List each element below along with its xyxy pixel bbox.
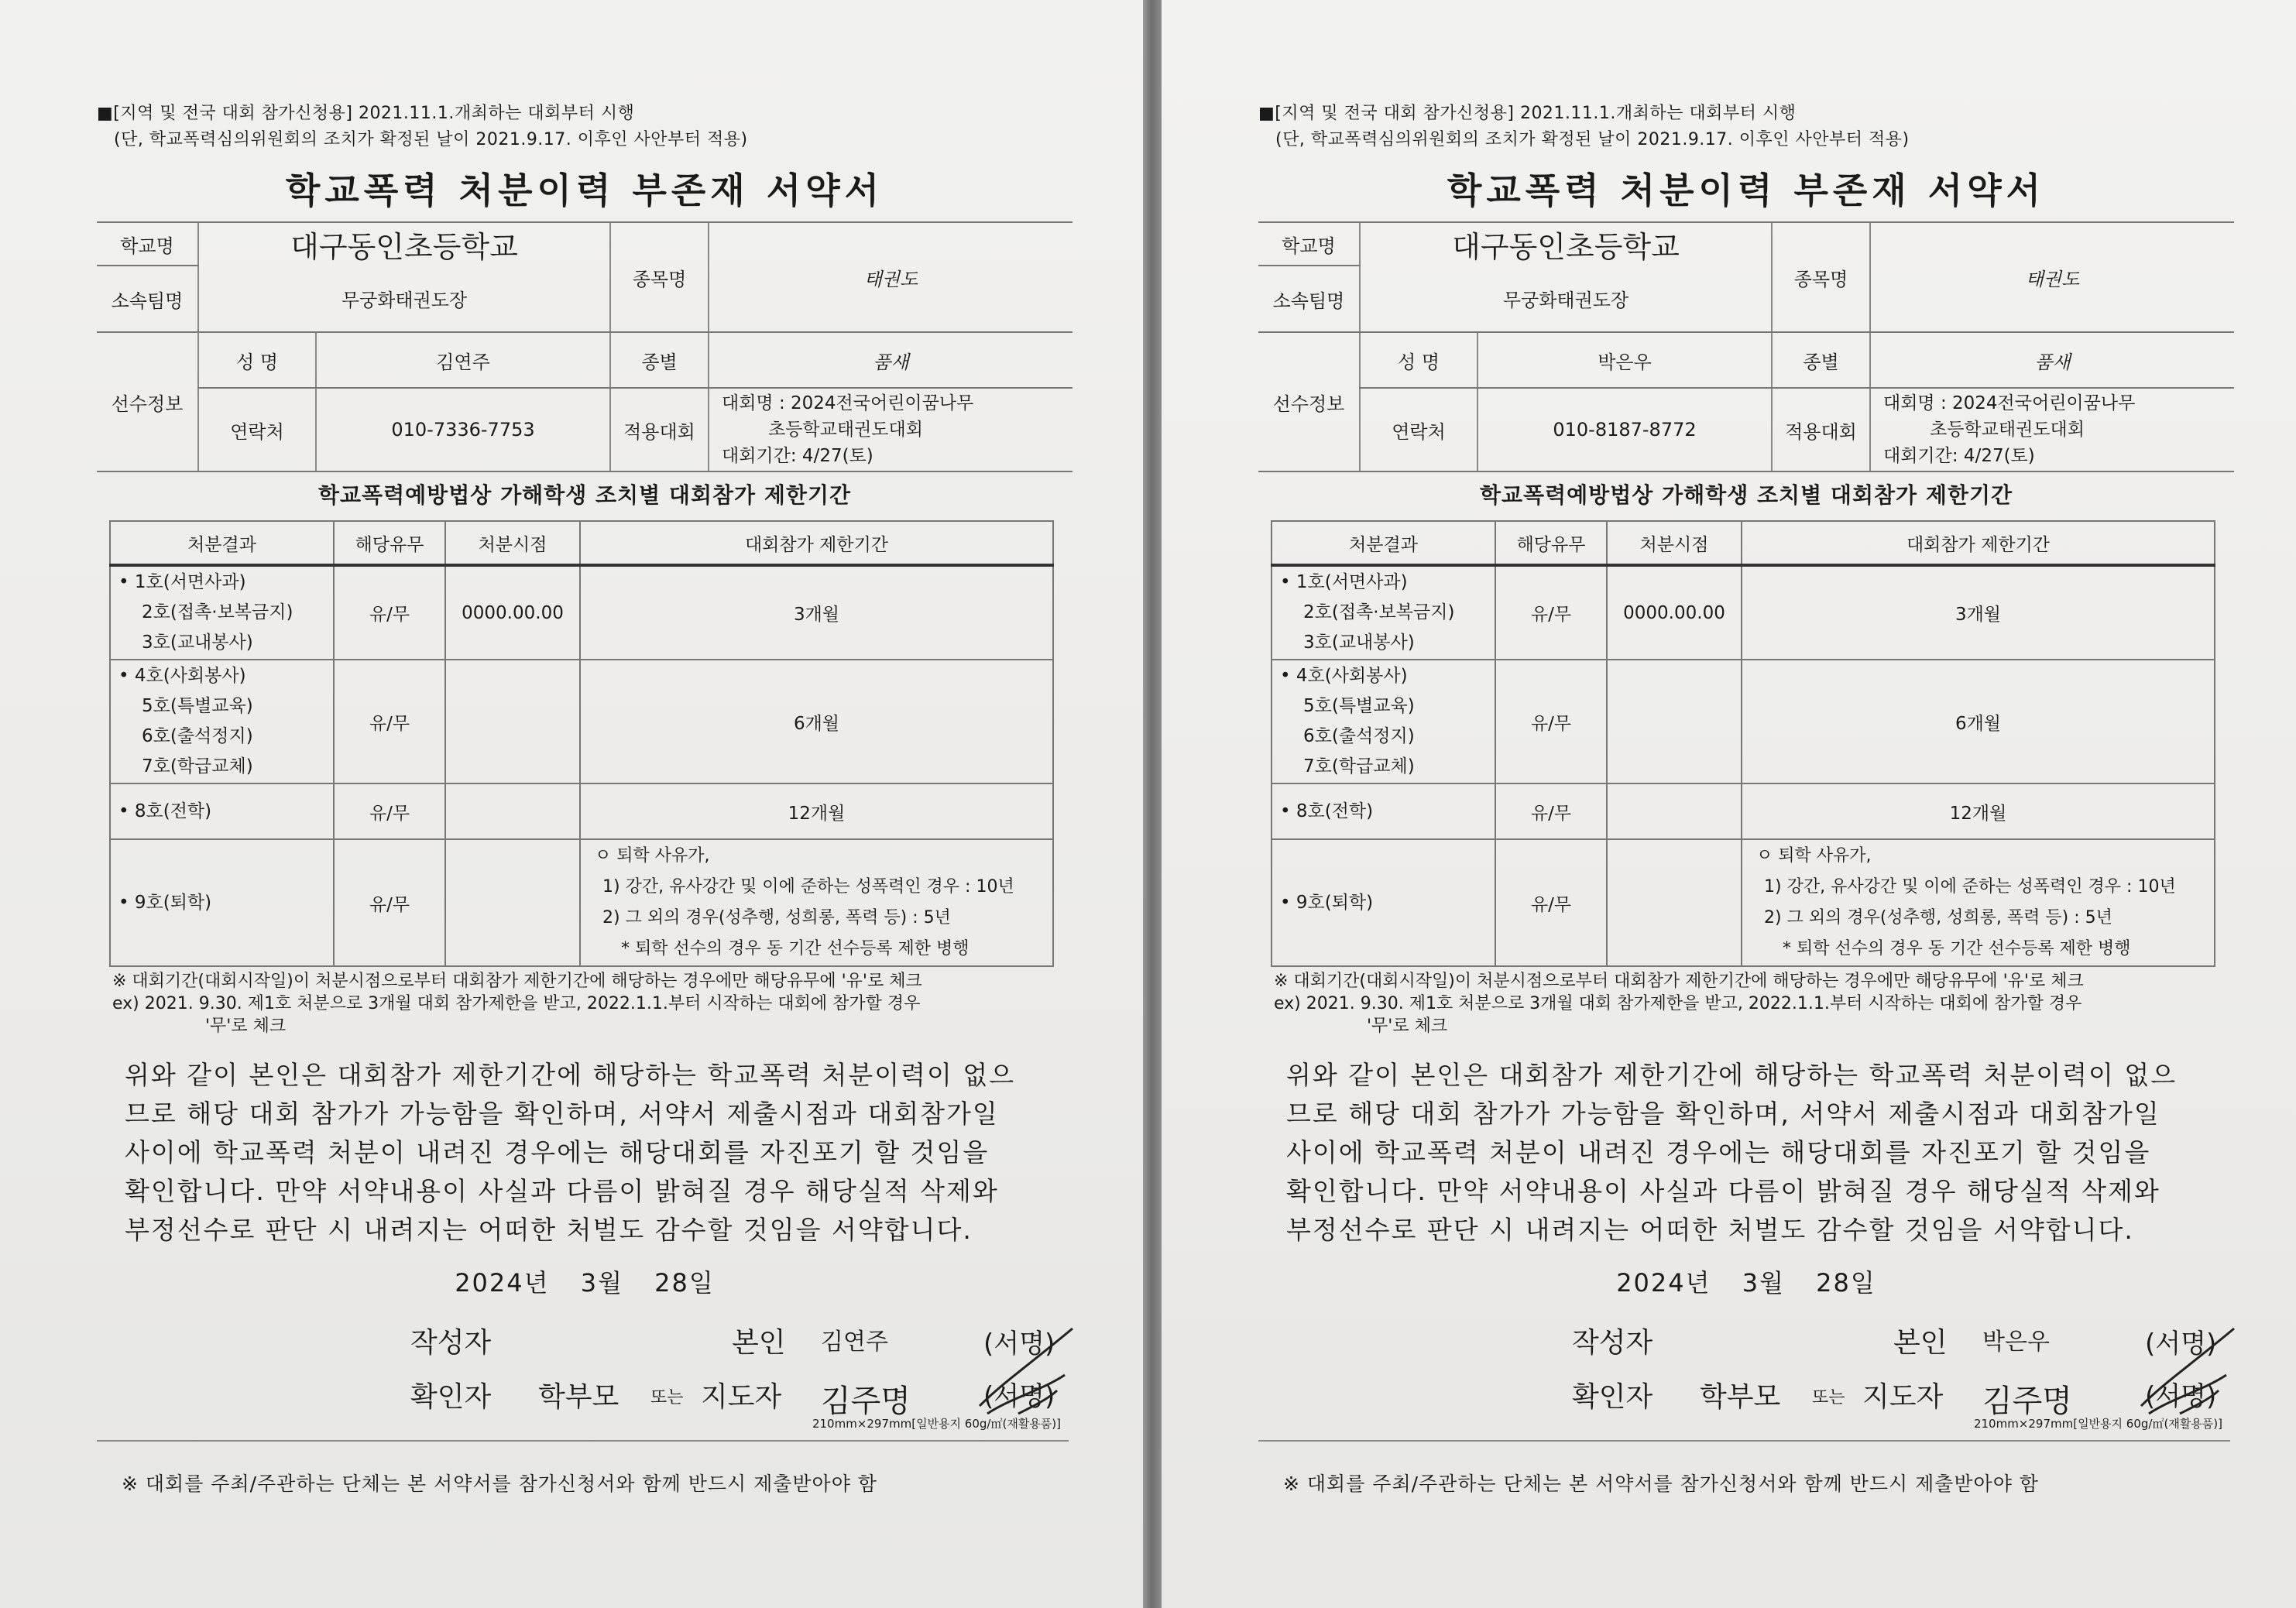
result-line: 2호(접촉·보복금지) [142, 602, 293, 622]
limit-line: 2) 그 외의 경우(성추행, 성희롱, 폭력 등) : 5년 [602, 908, 951, 927]
date-year: 2024년 [455, 1268, 550, 1298]
pledge-line: 므로 해당 대회 참가가 가능함을 확인하며, 서약서 제출시점과 대회참가일 [125, 1099, 999, 1129]
date-month: 3월 [1742, 1268, 1785, 1298]
document-title: 학교폭력 처분이력 부존재 서약서 [285, 170, 884, 211]
row-date [1607, 839, 1742, 966]
competition-period: 대회기간: 4/27(토) [1883, 446, 2035, 466]
row-date [1607, 660, 1742, 783]
school-name: 대구동인초등학교 [1360, 222, 1772, 266]
row-result: • 9호(퇴학) [1272, 839, 1495, 966]
result-line: 7호(학급교체) [142, 756, 253, 777]
result-line: • 4호(사회봉사) [118, 666, 246, 686]
row-date [1607, 783, 1742, 839]
pledge-line: 위와 같이 본인은 대회참가 제한기간에 해당하는 학교폭력 처분이력이 없으 [125, 1060, 1016, 1090]
row-limit: 12개월 [580, 783, 1053, 839]
row-limit: 6개월 [1742, 660, 2215, 783]
divider [97, 1440, 1069, 1442]
signature-scribble-icon [2133, 1321, 2242, 1429]
event-name: 태권도 [709, 222, 1072, 332]
paper-spec: 210mm×297mm[일반용지 60g/㎡(재활용품)] [1973, 1417, 2222, 1431]
pledge-document-right [1162, 0, 2296, 1608]
label-gender: 종별 [1772, 332, 1870, 388]
player-signature: 박은우 [1982, 1329, 2050, 1356]
label-writer: 작성자 [1572, 1327, 1653, 1359]
header-date: 처분시점 [445, 521, 580, 565]
player-signature: 김연주 [821, 1329, 888, 1356]
notice-line-2: (단, 학교폭력심의위원회의 조치가 확정된 날이 2021.9.17. 이후인 사안부터 적용) [1275, 130, 1910, 149]
pledge-line: 사이에 학교폭력 처분이 내려진 경우에는 해당대회를 자진포기 할 것임을 [1286, 1137, 2151, 1167]
footer-note: ※ 대회를 주최/주관하는 단체는 본 서약서를 참가신청서와 함께 반드시 제출받아야 함 [122, 1473, 877, 1495]
label-team: 소속팀명 [1258, 266, 1360, 332]
row-limit [1742, 839, 2215, 966]
notice [97, 101, 1072, 153]
coach-signature: 김주명 [821, 1383, 911, 1419]
label-contact: 연락처 [1360, 388, 1477, 471]
team-name: 무궁화태권도장 [198, 266, 610, 332]
row-status: 유/무 [1495, 783, 1607, 839]
restriction-subtitle: 학교폭력예방법상 가해학생 조치별 대회참가 제한기간 [1479, 482, 2013, 508]
pledge-line: 부정선수로 판단 시 내려지는 어떠한 처벌도 감수할 것임을 서약합니다. [125, 1215, 973, 1245]
date-day: 28일 [654, 1268, 715, 1298]
row-date [445, 783, 580, 839]
header-status: 해당유무 [1495, 521, 1607, 565]
page-gap [1143, 0, 1162, 1608]
row-limit: 3개월 [580, 565, 1053, 660]
limit-line: 1) 강간, 유사강간 및 이에 준하는 성폭력인 경우 : 10년 [1764, 877, 2176, 897]
label-coach: 지도자 [1862, 1381, 1944, 1413]
gender-value: 품새 [1870, 332, 2234, 388]
seal-mark: (서명) [2145, 1381, 2217, 1412]
player-table [97, 331, 1072, 472]
competition-name-line-1: 대회명 : 2024전국어린이꿈나무 [1883, 393, 2136, 413]
row-result [1272, 660, 1495, 783]
note-1: ※ 대회기간(대회시작일)이 처분시점으로부터 대회참가 제한기간에 해당하는 경우에만 해당유무에 '유'로 체크 [1274, 972, 2084, 991]
header-limit: 대회참가 제한기간 [580, 521, 1053, 565]
limit-line: ㅇ 퇴학 사유가, [1756, 846, 1872, 866]
row-result [110, 660, 334, 783]
competition-name-line-2: 초등학교태권도대회 [768, 420, 923, 440]
row-date [445, 839, 580, 966]
pledge-document-left [0, 0, 1143, 1608]
competition-name-line-2: 초등학교태권도대회 [1930, 420, 2085, 440]
label-parent: 학부모 [538, 1381, 619, 1413]
restriction-table [1271, 520, 2215, 967]
seal-mark: (서명) [2145, 1329, 2217, 1359]
row-result: • 8호(전학) [1272, 783, 1495, 839]
label-player-info: 선수정보 [1258, 332, 1360, 471]
row-result [1272, 565, 1495, 660]
row-status: 유/무 [1495, 565, 1607, 660]
label-team: 소속팀명 [97, 266, 198, 332]
paper-spec: 210mm×297mm[일반용지 60g/㎡(재활용품)] [812, 1417, 1061, 1431]
row-date: 0000.00.00 [1607, 565, 1742, 660]
label-or: 또는 [650, 1388, 684, 1407]
notice-line-1: ■[지역 및 전국 대회 참가신청용] 2021.11.1.개최하는 대회부터 시행 [97, 104, 635, 123]
note-2: ex) 2021. 9.30. 제1호 처분으로 3개월 대회 참가제한을 받고, 2022.1.1.부터 시작하는 대회에 참가할 경우 [1274, 994, 2082, 1013]
row-status: 유/무 [334, 660, 445, 783]
pledge-line: 사이에 학교폭력 처분이 내려진 경우에는 해당대회를 자진포기 할 것임을 [125, 1137, 990, 1167]
label-event: 종목명 [1772, 222, 1870, 332]
limit-line: ㅇ 퇴학 사유가, [595, 846, 710, 866]
result-line: 7호(학급교체) [1303, 756, 1415, 777]
label-school: 학교명 [97, 222, 198, 266]
label-parent: 학부모 [1700, 1381, 1781, 1413]
date [1258, 1263, 2234, 1299]
notes [112, 970, 1072, 1037]
pledge-line: 부정선수로 판단 시 내려지는 어떠한 처벌도 감수할 것임을 서약합니다. [1286, 1215, 2134, 1245]
signature-block [1258, 1313, 2234, 1429]
label-school: 학교명 [1258, 222, 1360, 266]
row-date [445, 660, 580, 783]
note-3: '무'로 체크 [1367, 1017, 1448, 1036]
row-date: 0000.00.00 [445, 565, 580, 660]
result-line: 6호(출석정지) [142, 726, 253, 746]
result-line: • 1호(서면사과) [118, 572, 246, 592]
pledge-line: 위와 같이 본인은 대회참가 제한기간에 해당하는 학교폭력 처분이력이 없으 [1286, 1060, 2178, 1090]
label-event: 종목명 [610, 222, 709, 332]
pledge-line: 확인합니다. 만약 서약내용이 사실과 다름이 밝혀질 경우 해당실적 삭제와 [1286, 1176, 2160, 1206]
seal-mark: (서명) [983, 1381, 1055, 1412]
competition-name-line-1: 대회명 : 2024전국어린이꿈나무 [722, 393, 974, 413]
label-coach: 지도자 [701, 1381, 782, 1413]
competition-info [1870, 388, 2234, 471]
competition-info [709, 388, 1072, 471]
seal-mark: (서명) [983, 1329, 1055, 1359]
header-result: 처분결과 [110, 521, 334, 565]
competition-period: 대회기간: 4/27(토) [722, 446, 873, 466]
result-line: • 1호(서면사과) [1280, 572, 1408, 592]
header-date: 처분시점 [1607, 521, 1742, 565]
row-result: • 8호(전학) [110, 783, 334, 839]
label-confirmer: 확인자 [410, 1381, 492, 1413]
info-table [1258, 221, 2234, 333]
note-2: ex) 2021. 9.30. 제1호 처분으로 3개월 대회 참가제한을 받고, 2022.1.1.부터 시작하는 대회에 참가할 경우 [112, 994, 921, 1013]
row-limit: 3개월 [1742, 565, 2215, 660]
label-gender: 종별 [610, 332, 709, 388]
notes [1274, 970, 2234, 1037]
row-status: 유/무 [334, 839, 445, 966]
note-1: ※ 대회기간(대회시작일)이 처분시점으로부터 대회참가 제한기간에 해당하는 경우에만 해당유무에 '유'로 체크 [112, 972, 922, 991]
date [97, 1263, 1072, 1299]
header-result: 처분결과 [1272, 521, 1495, 565]
gender-value: 품새 [709, 332, 1072, 388]
footer-note: ※ 대회를 주최/주관하는 단체는 본 서약서를 참가신청서와 함께 반드시 제출받아야 함 [1283, 1473, 2039, 1495]
result-line: • 4호(사회봉사) [1280, 666, 1408, 686]
row-status: 유/무 [1495, 839, 1607, 966]
row-status: 유/무 [334, 783, 445, 839]
pledge-text [125, 1056, 1062, 1250]
row-result [110, 565, 334, 660]
school-name: 대구동인초등학교 [198, 222, 610, 266]
player-name: 박은우 [1477, 332, 1772, 388]
divider [1258, 1440, 2230, 1442]
label-writer: 작성자 [410, 1327, 492, 1359]
notice-line-1: ■[지역 및 전국 대회 참가신청용] 2021.11.1.개최하는 대회부터 시행 [1258, 104, 1797, 123]
pledge-line: 확인합니다. 만약 서약내용이 사실과 다름이 밝혀질 경우 해당실적 삭제와 [125, 1176, 999, 1206]
label-competition: 적용대회 [610, 388, 709, 471]
label-player-info: 선수정보 [97, 332, 198, 471]
restriction-table [109, 520, 1054, 967]
signature-scribble-icon [972, 1321, 1080, 1429]
note-3: '무'로 체크 [205, 1017, 287, 1036]
pledge-text [1286, 1056, 2223, 1250]
label-or: 또는 [1812, 1388, 1845, 1407]
row-status: 유/무 [1495, 660, 1607, 783]
date-month: 3월 [580, 1268, 623, 1298]
notice-line-2: (단, 학교폭력심의위원회의 조치가 확정된 날이 2021.9.17. 이후인 사안부터 적용) [114, 130, 748, 149]
result-line: 5호(특별교육) [1303, 696, 1415, 716]
player-phone: 010-8187-8772 [1477, 388, 1772, 471]
label-name: 성 명 [198, 332, 316, 388]
limit-line: 1) 강간, 유사강간 및 이에 준하는 성폭력인 경우 : 10년 [602, 877, 1014, 897]
date-year: 2024년 [1616, 1268, 1711, 1298]
pledge-line: 므로 해당 대회 참가가 가능함을 확인하며, 서약서 제출시점과 대회참가일 [1286, 1099, 2160, 1129]
player-name: 김연주 [316, 332, 610, 388]
label-competition: 적용대회 [1772, 388, 1870, 471]
info-table [97, 221, 1072, 333]
document-title: 학교폭력 처분이력 부존재 서약서 [1447, 170, 2046, 211]
label-contact: 연락처 [198, 388, 316, 471]
row-limit: 6개월 [580, 660, 1053, 783]
header-status: 해당유무 [334, 521, 445, 565]
result-line: 3호(교내봉사) [142, 633, 253, 653]
player-phone: 010-7336-7753 [316, 388, 610, 471]
team-name: 무궁화태권도장 [1360, 266, 1772, 332]
row-limit: 12개월 [1742, 783, 2215, 839]
signature-block [97, 1313, 1072, 1429]
result-line: 3호(교내봉사) [1303, 633, 1415, 653]
row-limit [580, 839, 1053, 966]
label-self: 본인 [732, 1327, 786, 1359]
coach-signature: 김주명 [1982, 1383, 2072, 1419]
row-status: 유/무 [334, 565, 445, 660]
label-name: 성 명 [1360, 332, 1477, 388]
limit-line: * 퇴학 선수의 경우 동 기간 선수등록 제한 병행 [621, 939, 970, 958]
notice [1258, 101, 2234, 153]
label-self: 본인 [1893, 1327, 1948, 1359]
result-line: 2호(접촉·보복금지) [1303, 602, 1455, 622]
limit-line: 2) 그 외의 경우(성추행, 성희롱, 폭력 등) : 5년 [1764, 908, 2112, 927]
limit-line: * 퇴학 선수의 경우 동 기간 선수등록 제한 병행 [1783, 939, 2131, 958]
result-line: 5호(특별교육) [142, 696, 253, 716]
player-table [1258, 331, 2234, 472]
label-confirmer: 확인자 [1572, 1381, 1653, 1413]
restriction-subtitle: 학교폭력예방법상 가해학생 조치별 대회참가 제한기간 [317, 482, 852, 508]
header-limit: 대회참가 제한기간 [1742, 521, 2215, 565]
row-result: • 9호(퇴학) [110, 839, 334, 966]
event-name: 태권도 [1870, 222, 2234, 332]
result-line: 6호(출석정지) [1303, 726, 1415, 746]
date-day: 28일 [1816, 1268, 1876, 1298]
